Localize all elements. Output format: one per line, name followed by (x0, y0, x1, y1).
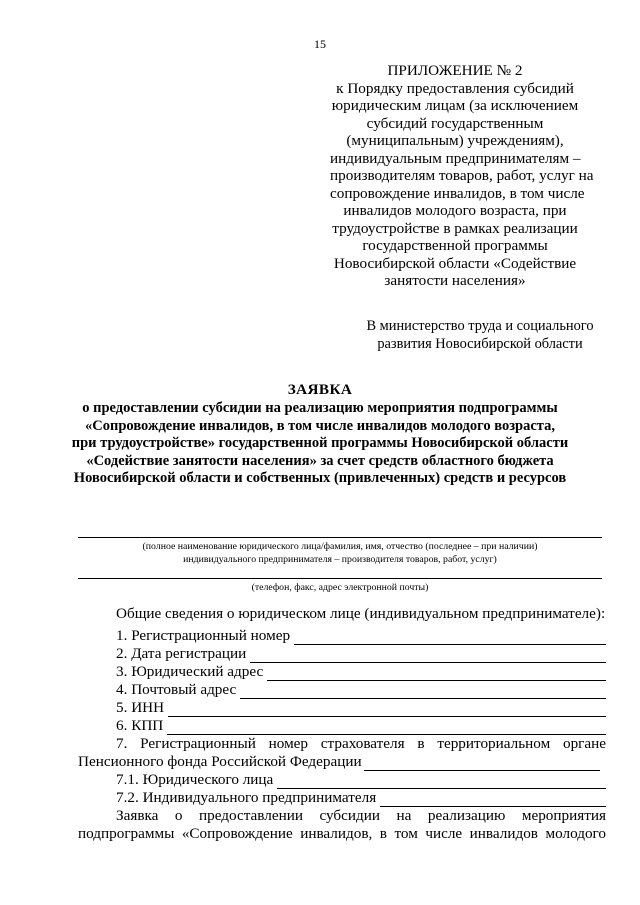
registration-date-row (116, 645, 606, 663)
contacts-hint: (телефон, факс, адрес электронной почты) (251, 582, 429, 593)
appendix-line: ПРИЛОЖЕНИЕ № 2 (387, 62, 523, 79)
addressee-line: В министерство труда и социального (366, 318, 594, 334)
addressee-line: развития Новосибирской области (377, 335, 583, 352)
hint-line: (полное наименование юридического лица/фамилия, имя, отчество (последнее – при наличии) (142, 541, 538, 552)
pension-reg-label-line1: 7. Регистрационный номер страхователя в территориальном органе (116, 735, 606, 752)
hint-line: индивидуального предпринимателя – производителя товаров, работ, услуг) (183, 554, 497, 565)
appendix-line: юридическим лицам (за исключением (331, 97, 579, 114)
pension-reg-field[interactable] (364, 757, 600, 771)
postal-address-label: 4. Почтовый адрес (116, 681, 237, 698)
contacts-field[interactable] (78, 578, 602, 579)
subtitle-line: «Сопровождение инвалидов, в том числе инвалидов молодого возраста, (85, 417, 555, 434)
page-number: 15 (314, 37, 326, 51)
closing-line-1: Заявка о предоставлении субсидии на реализацию мероприятия (116, 807, 606, 824)
entrepreneur-row (116, 789, 606, 807)
registration-date-field[interactable] (250, 649, 606, 663)
subtitle-line: при трудоустройстве» государственной программы Новосибирской области (71, 435, 569, 452)
appendix-line: производителям товаров, работ, услуг на (330, 167, 594, 184)
appendix-line: Новосибирской области «Содействие (333, 254, 577, 272)
document-subtitle (60, 400, 580, 488)
kpp-label: 6. КПП (116, 717, 164, 734)
legal-entity-label: 7.1. Юридического лица (116, 771, 274, 788)
subtitle-line: «Содействие занятости населения» за счет средств областного бюджета (86, 452, 554, 469)
closing-line-2: подпрограммы «Сопровождение инвалидов, в том числе инвалидов молодого (78, 825, 606, 842)
postal-address-field[interactable] (240, 685, 606, 699)
addressee-block (360, 318, 600, 353)
postal-address-row (116, 681, 606, 699)
legal-entity-row (116, 771, 606, 789)
appendix-line: к Порядку предоставления субсидий (336, 79, 574, 97)
appendix-line: трудоустройстве в рамках реализации (332, 219, 578, 237)
legal-address-label: 3. Юридический адрес (116, 663, 264, 680)
appendix-line: сопровождение инвалидов, в том числе (330, 184, 585, 202)
appendix-line: (муниципальным) учреждениям), (346, 132, 564, 149)
appendix-line: инвалидов молодого возраста, при (343, 202, 567, 219)
kpp-field[interactable] (167, 721, 606, 735)
entrepreneur-label: 7.2. Индивидуального предпринимателя (116, 789, 377, 806)
pension-reg-label-line2: Пенсионного фонда Российской Федерации (78, 753, 362, 770)
applicant-name-field[interactable] (78, 537, 602, 538)
inn-field[interactable] (168, 703, 606, 717)
applicant-name-hint (78, 540, 602, 566)
appendix-line: субсидий государственным (366, 114, 544, 132)
document-title: ЗАЯВКА (287, 381, 353, 398)
pension-reg-row (78, 753, 606, 771)
legal-address-field[interactable] (267, 667, 606, 681)
legal-address-row (116, 663, 606, 681)
general-info-heading: Общие сведения о юридическом лице (индивидуальном предпринимателе): (116, 605, 606, 622)
subtitle-line: о предоставлении субсидии на реализацию мероприятия подпрограммы (82, 400, 558, 416)
subtitle-line: Новосибирской области и собственных (привлеченных) средств и ресурсов (73, 470, 567, 487)
appendix-block (330, 62, 594, 290)
appendix-line: государственной программы (362, 237, 548, 254)
registration-date-label: 2. Дата регистрации (116, 645, 247, 662)
inn-label: 5. ИНН (116, 699, 165, 716)
inn-row (116, 699, 606, 717)
entrepreneur-field[interactable] (380, 793, 606, 807)
appendix-line: занятости населения» (384, 272, 526, 289)
legal-entity-field[interactable] (277, 775, 606, 789)
registration-number-row (116, 627, 606, 645)
registration-number-label: 1. Регистрационный номер (116, 627, 291, 644)
registration-number-field[interactable] (294, 631, 606, 645)
appendix-line: индивидуальным предпринимателям – (330, 149, 581, 167)
kpp-row (116, 717, 606, 735)
